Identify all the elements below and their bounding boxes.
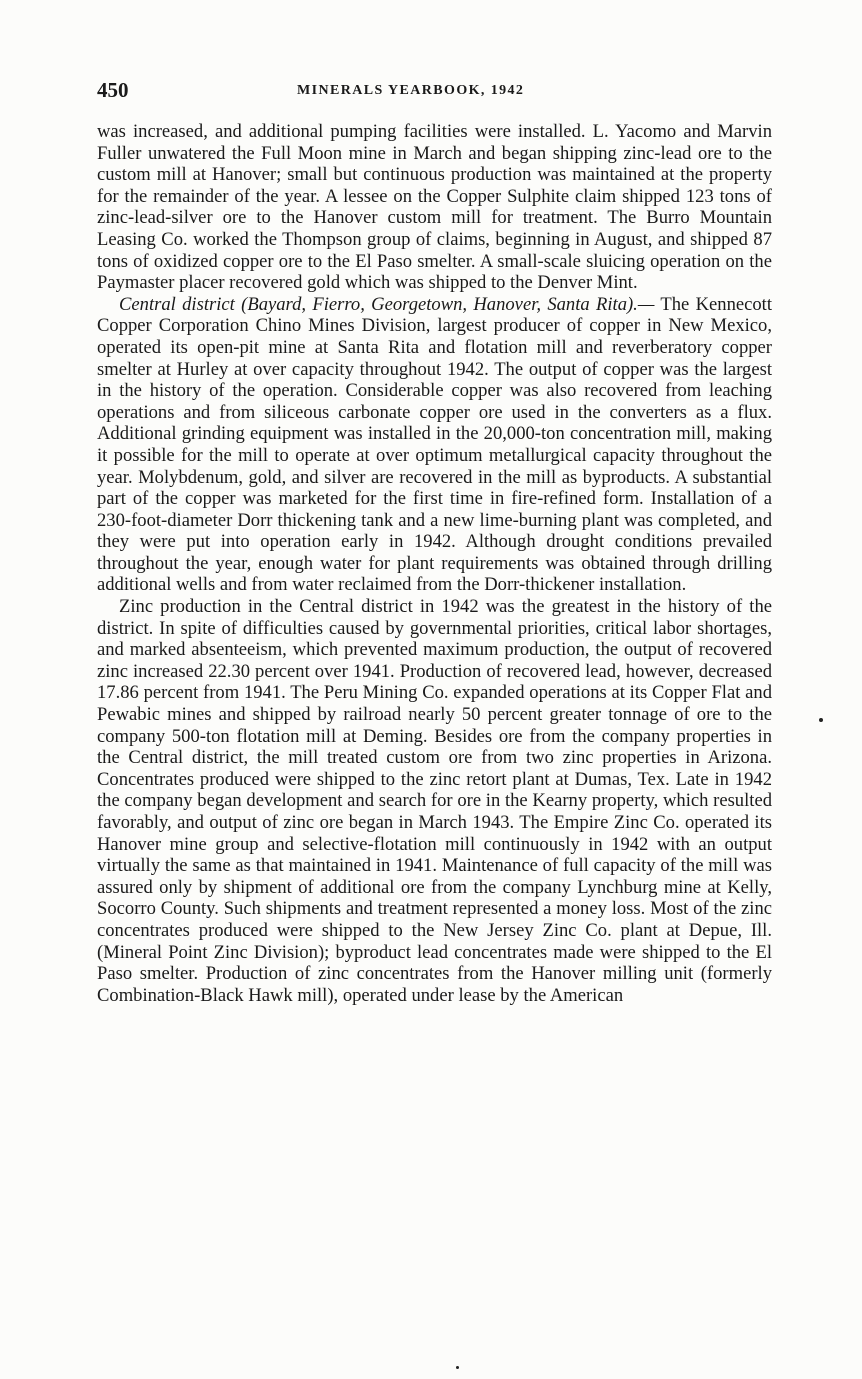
body-text bbox=[97, 121, 772, 1006]
section-heading: Central district (Bayard, Fierro, Georgetown, Hanover, Santa Rita).— bbox=[119, 293, 655, 315]
page-number: 450 bbox=[97, 78, 129, 102]
paragraph-1 bbox=[97, 121, 772, 294]
scan-speck bbox=[456, 1366, 459, 1369]
page-header bbox=[97, 78, 772, 104]
scan-speck bbox=[819, 718, 823, 722]
paragraph-central-district bbox=[97, 294, 772, 596]
running-head: MINERALS YEARBOOK, 1942 bbox=[297, 83, 525, 98]
paragraph-zinc-production bbox=[97, 596, 772, 1006]
paragraph-text: Zinc production in the Central district in 1942 was the greatest in the history of the district. In spite of difficulties caused by governmental priorities, critical labor shortages, and marked absenteeism, which prevented maximum production, the output of recovered zinc increased 22.30 percent over 1941. Production of recovered lead, however, decreased 17.86 percent from 1941. The Peru Mining Co. expanded operations at its Copper Flat and Pewabic mines and shipped by railroad nearly 50 percent greater tonnage of ore to the company 500-ton flotation mill at Deming. Besides ore from the company properties in the Central district, the mill treated custom ore from two zinc properties in Arizona. Concentrates produced were shipped to the zinc retort plant at Dumas, Tex. Late in 1942 the company began development and search for ore in the Kearny property, which resulted favorably, and output of zinc ore began in March 1943. The Empire Zinc Co. operated its Hanover mine group and selective-flotation mill continuously in 1942 with an output virtually the same as that maintained in 1941. Maintenance of full capacity of the mill was assured only by shipment of additional ore from the company Lynchburg mine at Kelly, Socorro County. Such shipments and treatment represented a money loss. Most of the zinc concentrates produced were shipped to the New Jersey Zinc Co. plant at Depue, Ill. (Mineral Point Zinc Division); byproduct lead concentrates made were shipped to the El Paso smelter. Production of zinc concentrates from the Hanover milling unit (formerly Combination-Black Hawk mill), operated under lease by the American bbox=[97, 596, 772, 1006]
paragraph-text: was increased, and additional pumping facilities were installed. L. Yacomo and Marvin Fuller unwatered the Full Moon mine in March and began shipping zinc-lead ore to the custom mill at Hanover; small but continuous production was maintained at the property for the remainder of the year. A lessee on the Copper Sulphite claim shipped 123 tons of zinc-lead-silver ore to the Hanover custom mill for treatment. The Burro Mountain Leasing Co. worked the Thompson group of claims, beginning in August, and shipped 87 tons of oxidized copper ore to the El Paso smelter. A small-scale sluicing operation on the Paymaster placer recovered gold which was shipped to the Denver Mint. bbox=[97, 121, 772, 294]
paragraph-text: The Kennecott Copper Corporation Chino Mines Division, largest producer of copper in New Mexico, operated its open-pit mine at Santa Rita and flotation mill and reverberatory copper smelter at Hurley at over capacity throughout 1942. The output of copper was the largest in the history of the operation. Considerable copper was also recovered from leaching operations and from siliceous carbonate copper ore used in the converters as a flux. Additional grinding equipment was installed in the 20,000-ton concentration mill, making it possible for the mill to operate at over optimum metallurgical capacity throughout the year. Molybdenum, gold, and silver are recovered in the mill as byproducts. A substantial part of the copper was marketed for the first time in fire-refined form. Installation of a 230-foot-diameter Dorr thickening tank and a new lime-burning plant was completed, and they were put into operation early in 1942. Although drought conditions prevailed throughout the year, enough water for plant requirements was obtained through drilling additional wells and from water reclaimed from the Dorr-thickener installation. bbox=[97, 293, 772, 596]
